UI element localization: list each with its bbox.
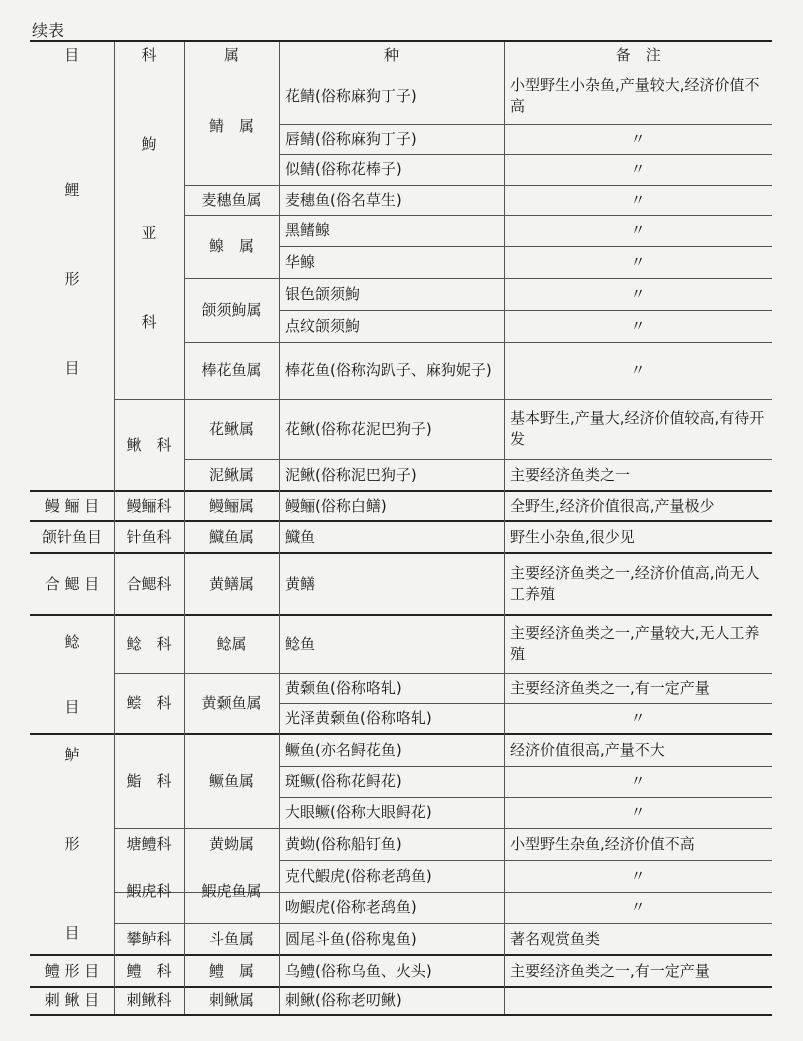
species-cell-text: 点纹颌须鮈 — [285, 316, 361, 335]
genus-cell-text: 黄蚴属 — [208, 834, 254, 853]
genus-cell — [190, 215, 273, 278]
family-cell — [116, 828, 182, 860]
order-cell — [32, 955, 112, 987]
family-cell-text: 鮨 科 — [126, 771, 172, 790]
genus-cell-text: 花鳅属 — [208, 419, 254, 438]
species-cell-text: 鳜鱼(亦名鲟花鱼) — [285, 740, 402, 759]
note-cell-text: 经济价值很高,产量不大 — [510, 740, 665, 759]
species-cell-text: 黄蚴(俗称船钉鱼) — [285, 834, 402, 853]
genus-cell — [186, 278, 277, 342]
vertical-char: 鲈 — [64, 746, 80, 764]
cell-border — [279, 42, 280, 1014]
species-cell — [285, 553, 498, 615]
species-cell-text: 大眼鳜(俗称大眼鲟花) — [285, 803, 432, 821]
note-ditto-cell — [510, 185, 766, 215]
note-ditto-cell — [510, 215, 766, 246]
note-cell — [510, 491, 766, 521]
species-cell — [285, 124, 498, 154]
species-cell-text: 克代鰕虎(俗称老鸹鱼) — [285, 866, 432, 885]
family-cell-text: 刺鳅科 — [126, 991, 172, 1009]
note-ditto-cell-text: 〃 — [630, 190, 646, 209]
genus-cell-text: 颌须鮈属 — [201, 300, 262, 319]
genus-cell — [186, 185, 277, 215]
header-genus: 属 — [184, 42, 279, 68]
note-ditto-cell — [510, 154, 766, 185]
species-cell-text: 棒花鱼(俗称沟趴子、麻狗妮子) — [285, 361, 492, 379]
species-cell-text: 花鳅(俗称花泥巴狗子) — [285, 419, 432, 438]
note-cell-text: 野生小杂鱼,很少见 — [510, 527, 635, 546]
vertical-char: 目 — [64, 924, 80, 942]
note-cell — [510, 673, 766, 703]
species-cell — [285, 459, 498, 491]
note-cell-text: 小型野生小杂鱼,产量较大,经济价值不高 — [510, 76, 760, 115]
species-cell-text: 银色颌须鮈 — [285, 284, 361, 303]
header-notes: 备 注 — [504, 42, 772, 68]
note-cell — [510, 553, 766, 615]
species-cell — [285, 342, 498, 399]
order-silurid-cell — [34, 615, 110, 734]
table-caption: 续表 — [32, 21, 65, 40]
order-cell-text: 合 鳃 目 — [44, 574, 100, 593]
note-ditto-cell — [510, 278, 766, 310]
family-cell-text: 鳗鲡科 — [126, 496, 172, 515]
species-cell — [285, 215, 498, 246]
species-cell-text: 花鲭(俗称麻狗丁子) — [285, 86, 417, 105]
note-cell — [510, 923, 766, 955]
family-loach-cell-text: 鳅 科 — [126, 435, 172, 454]
family-cell — [120, 734, 178, 828]
note-cell — [510, 399, 766, 459]
family-cell — [116, 923, 182, 955]
genus-cell — [186, 860, 277, 923]
genus-cell-text: 斗鱼属 — [208, 929, 254, 948]
species-cell-text: 黑鳍鳈 — [285, 221, 331, 239]
note-cell-text: 基本野生,产量大,经济价值较高,有待开发 — [510, 409, 765, 448]
species-cell-text: 泥鳅(俗称泥巴狗子) — [285, 465, 417, 484]
genus-cell — [190, 68, 273, 185]
order-cell — [32, 553, 112, 615]
bottom-rule — [30, 1014, 772, 1016]
order-cyprinoid-cell — [34, 68, 110, 491]
species-cell-text: 唇鲭(俗称麻狗丁子) — [285, 129, 417, 148]
note-cell-text: 主要经济鱼类之一,有一定产量 — [510, 961, 710, 980]
family-cell-text: 鲶 科 — [126, 634, 172, 653]
species-cell — [285, 521, 498, 553]
genus-cell — [190, 923, 273, 955]
genus-cell — [190, 491, 273, 521]
genus-cell — [190, 828, 273, 860]
order-perch-cell — [34, 734, 110, 955]
family-cell-text: 合鳃科 — [126, 574, 172, 593]
note-ditto-cell-text: 〃 — [630, 284, 646, 303]
family-cell-text: 针鱼科 — [126, 527, 172, 546]
note-ditto-cell-text: 〃 — [630, 361, 646, 379]
species-cell-text: 黄鳝 — [285, 574, 316, 593]
family-cell — [120, 955, 178, 987]
family-cell-text: 鳢 科 — [126, 961, 172, 980]
note-cell-text: 小型野生杂鱼,经济价值不高 — [510, 834, 695, 853]
cell-border — [184, 42, 185, 1014]
note-ditto-cell — [510, 766, 766, 797]
genus-cell-text: 鱵鱼属 — [208, 527, 254, 546]
genus-cell-text: 棒花鱼属 — [201, 361, 262, 379]
genus-cell-text: 黄颡鱼属 — [201, 694, 262, 712]
note-ditto-cell — [510, 860, 766, 892]
species-cell — [285, 923, 498, 955]
species-cell-text: 刺鳅(俗称老叨鳅) — [285, 991, 402, 1009]
genus-cell-text: 鳈 属 — [208, 237, 254, 255]
species-cell-text: 鲶鱼 — [285, 634, 316, 653]
species-cell — [285, 703, 498, 734]
genus-cell — [190, 553, 273, 615]
species-cell-text: 黄颡鱼(俗称咯轧) — [285, 678, 402, 697]
family-cell — [116, 521, 182, 553]
note-ditto-cell — [510, 124, 766, 154]
order-cell-text: 鳢 形 目 — [44, 961, 100, 980]
family-cell — [120, 673, 178, 734]
species-cell — [285, 860, 498, 892]
cell-border — [504, 42, 505, 1014]
note-cell-text: 著名观赏鱼类 — [510, 929, 601, 948]
note-ditto-cell-text: 〃 — [630, 129, 646, 148]
family-cell — [116, 860, 182, 923]
family-cell — [116, 491, 182, 521]
note-cell — [510, 955, 766, 987]
order-cell-text: 鳗 鲡 目 — [44, 496, 100, 515]
note-ditto-cell-text: 〃 — [630, 252, 646, 271]
note-ditto-cell — [510, 797, 766, 828]
species-cell — [285, 154, 498, 185]
species-cell — [285, 892, 498, 923]
note-cell — [510, 734, 766, 766]
note-cell-text: 主要经济鱼类之一 — [510, 465, 631, 484]
note-ditto-cell — [510, 892, 766, 923]
family-cell — [120, 615, 178, 673]
note-ditto-cell-text: 〃 — [630, 772, 646, 790]
note-cell-text: 主要经济鱼类之一,产量较大,无人工养殖 — [510, 624, 760, 663]
note-ditto-cell-text: 〃 — [630, 221, 646, 239]
vertical-char: 目 — [64, 697, 80, 716]
genus-cell-text: 鲶属 — [216, 634, 247, 653]
genus-cell — [186, 342, 277, 399]
species-cell — [285, 246, 498, 278]
genus-cell — [190, 987, 273, 1014]
family-cell-text: 鰕虎科 — [126, 882, 172, 900]
vertical-char: 鲤 — [64, 181, 80, 199]
order-cell — [32, 491, 112, 521]
vertical-char: 鮈 — [141, 135, 157, 153]
note-ditto-cell — [510, 310, 766, 342]
genus-cell-text: 鲭 属 — [208, 117, 254, 135]
genus-cell-text: 黄鳝属 — [208, 574, 254, 593]
header-order: 目 — [64, 46, 80, 64]
order-cell — [32, 987, 112, 1014]
species-cell — [285, 955, 498, 987]
family-cell — [116, 987, 182, 1014]
species-cell — [285, 310, 498, 342]
species-cell-text: 光泽黄颡鱼(俗称咯轧) — [285, 709, 432, 727]
genus-cell-text: 鳢 属 — [208, 961, 254, 980]
vertical-char: 目 — [64, 359, 80, 377]
species-cell-text: 乌鳢(俗称乌鱼、火头) — [285, 961, 432, 980]
species-cell — [285, 399, 498, 459]
species-cell — [285, 615, 498, 673]
note-cell-text: 全野生,经济价值很高,产量极少 — [510, 496, 715, 515]
species-cell — [285, 491, 498, 521]
genus-cell-text: 泥鳅属 — [208, 465, 254, 484]
species-cell — [285, 987, 498, 1014]
species-cell — [285, 734, 498, 766]
note-ditto-cell-text: 〃 — [630, 316, 646, 335]
species-cell — [285, 278, 498, 310]
genus-cell-text: 鳜鱼属 — [208, 771, 254, 790]
vertical-char: 形 — [64, 835, 80, 853]
species-cell-text: 似鲭(俗称花棒子) — [285, 160, 402, 178]
family-cell-text: 攀鲈科 — [126, 929, 172, 948]
species-cell — [285, 828, 498, 860]
vertical-char: 形 — [64, 270, 80, 288]
note-cell — [510, 459, 766, 491]
species-cell — [285, 673, 498, 703]
species-cell-text: 斑鳜(俗称花鲟花) — [285, 772, 402, 790]
species-cell-text: 华鳈 — [285, 252, 316, 271]
genus-cell — [190, 734, 273, 828]
genus-cell — [186, 673, 277, 734]
order-cell-text: 刺 鳅 目 — [44, 991, 100, 1009]
genus-cell-text: 麦穗鱼属 — [201, 190, 262, 209]
note-cell-text: 主要经济鱼类之一,经济价值高,尚无人工养殖 — [510, 564, 760, 603]
species-cell — [285, 766, 498, 797]
order-cell-text: 颌针鱼目 — [41, 527, 102, 546]
note-ditto-cell-text: 〃 — [630, 898, 646, 916]
table-body-grid — [30, 0, 772, 1041]
family-loach-cell — [120, 399, 178, 491]
family-cell-text: 鲿 科 — [126, 694, 172, 712]
header-species: 种 — [279, 42, 504, 68]
cell-border — [114, 42, 115, 1014]
genus-cell — [190, 399, 273, 459]
genus-cell-text: 鳗鲡属 — [208, 496, 254, 515]
note-ditto-cell — [510, 703, 766, 734]
genus-cell — [190, 521, 273, 553]
family-cell — [116, 553, 182, 615]
species-cell-text: 鱵鱼 — [285, 527, 316, 546]
genus-cell — [190, 955, 273, 987]
species-cell — [285, 185, 498, 215]
note-ditto-cell — [510, 246, 766, 278]
vertical-char: 鲶 — [64, 632, 80, 651]
vertical-char: 科 — [141, 313, 157, 331]
species-cell — [285, 797, 498, 828]
note-cell — [510, 828, 766, 860]
species-cell-text: 圆尾斗鱼(俗称鬼鱼) — [285, 929, 417, 948]
note-ditto-cell-text: 〃 — [630, 803, 646, 821]
note-ditto-cell-text: 〃 — [630, 709, 646, 727]
note-cell — [510, 68, 766, 124]
genus-cell-text: 鰕虎鱼属 — [201, 882, 262, 900]
header-family: 科 — [114, 42, 184, 68]
vertical-char: 亚 — [141, 224, 157, 242]
genus-cell — [190, 615, 273, 673]
note-cell — [510, 521, 766, 553]
note-cell-text: 主要经济鱼类之一,有一定产量 — [510, 678, 710, 697]
order-cell — [32, 521, 112, 553]
note-ditto-cell-text: 〃 — [630, 866, 646, 885]
species-cell-text: 麦穗鱼(俗名草生) — [285, 190, 402, 209]
genus-cell — [190, 459, 273, 491]
note-cell — [510, 615, 766, 673]
family-gobio-cell — [118, 68, 180, 399]
note-ditto-cell-text: 〃 — [630, 160, 646, 178]
species-cell-text: 鳗鲡(俗称白鳝) — [285, 496, 387, 515]
species-cell-text: 吻鰕虎(俗称老鸹鱼) — [285, 898, 417, 916]
species-cell — [285, 68, 498, 124]
note-ditto-cell — [510, 342, 766, 399]
family-cell-text: 塘鳢科 — [126, 834, 172, 853]
genus-cell-text: 刺鳅属 — [208, 991, 254, 1009]
